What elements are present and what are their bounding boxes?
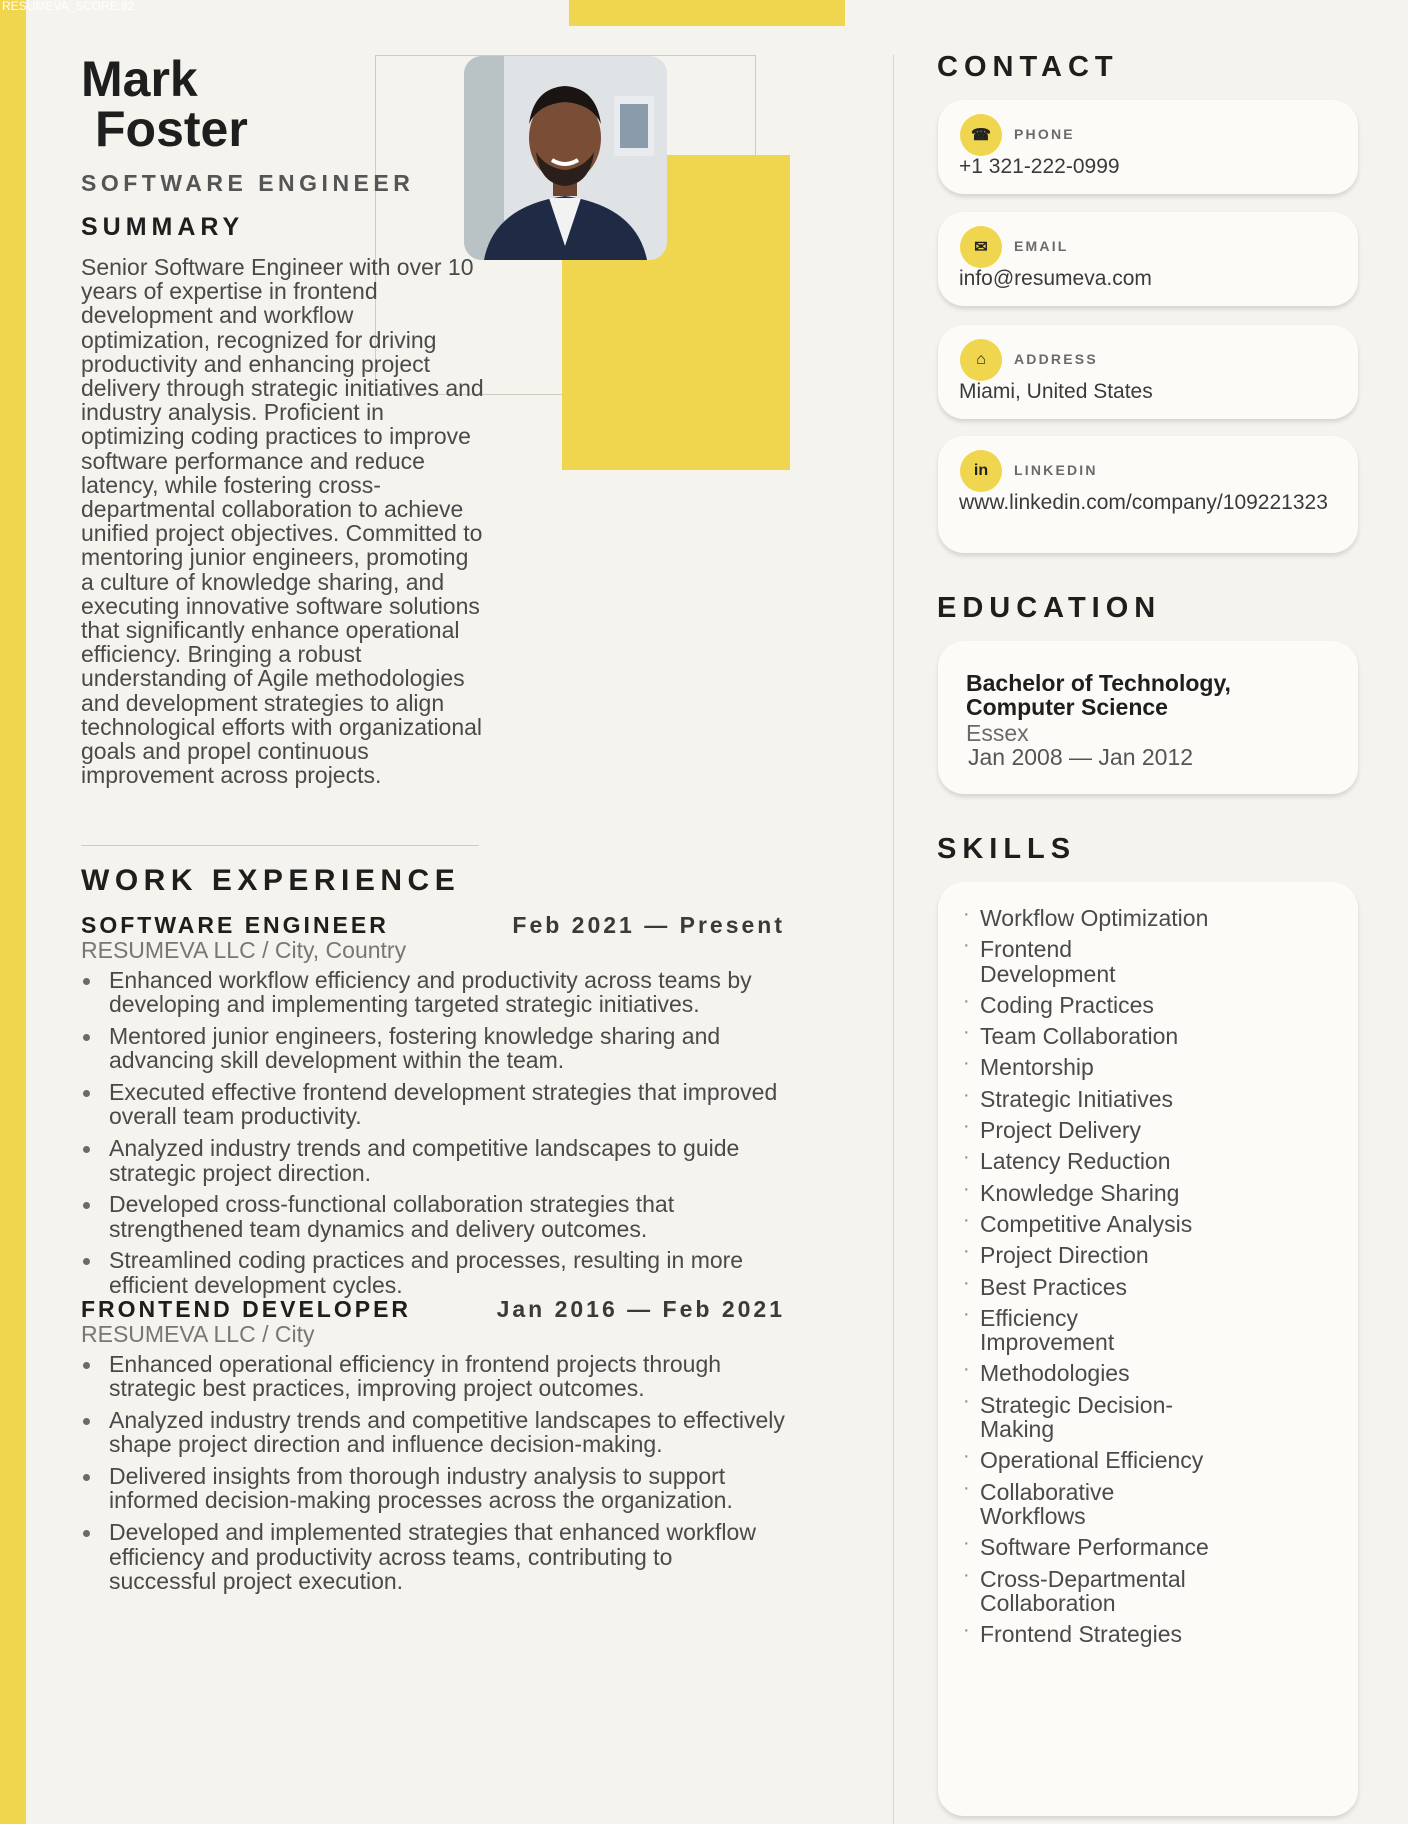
degree: Bachelor of Technology, Computer Science	[966, 670, 1231, 720]
skill-item: · Cross-Departmental Collaboration	[938, 1567, 1210, 1616]
skill-item: · Coding Practices	[938, 993, 1210, 1017]
skill-item: · Software Performance	[938, 1535, 1210, 1559]
skill-item: · Competitive Analysis	[938, 1212, 1210, 1236]
skills-heading: SKILLS	[937, 833, 1077, 865]
job-bullet: Executed effective frontend development strategies that improved overall team productivity.	[81, 1080, 785, 1129]
work-heading: WORK EXPERIENCE	[81, 864, 461, 897]
job-role: SOFTWARE ENGINEER	[81, 912, 389, 938]
job-bullet: Developed cross-functional collaboration strategies that strengthened team dynamics and delivery outcomes.	[81, 1192, 785, 1241]
job-bullets	[81, 1352, 785, 1593]
school: Essex	[966, 720, 1029, 746]
skill-item: · Mentorship	[938, 1055, 1210, 1079]
job-bullet: Enhanced workflow efficiency and productivity across teams by developing and implementing targeted strategic initiatives.	[81, 968, 785, 1017]
job-entry	[81, 1296, 785, 1601]
skill-item: · Workflow Optimization	[938, 906, 1210, 930]
contact-card-phone	[938, 100, 1358, 194]
column-divider	[893, 55, 894, 1824]
linkedin-icon: in	[960, 450, 1002, 492]
candidate-name	[81, 51, 248, 157]
email-icon: ✉	[960, 226, 1002, 268]
job-bullet: Enhanced operational efficiency in frontend projects through strategic best practices, improving project outcomes.	[81, 1352, 785, 1401]
left-accent-strip	[0, 0, 26, 1824]
summary-divider	[81, 845, 479, 846]
contact-label: ADDRESS	[1014, 351, 1098, 367]
job-title: SOFTWARE ENGINEER	[81, 170, 415, 196]
job-dates: Feb 2021 — Present	[512, 912, 785, 938]
skill-item: · Project Delivery	[938, 1118, 1210, 1142]
contact-card-address	[938, 325, 1358, 419]
skills-card	[938, 882, 1358, 1816]
job-bullet: Developed and implemented strategies that enhanced workflow efficiency and productivity across teams, contributing to successful project execution.	[81, 1520, 785, 1593]
skill-item: · Efficiency Improvement	[938, 1306, 1210, 1355]
job-dates: Jan 2016 — Feb 2021	[496, 1296, 785, 1322]
education-card	[938, 641, 1358, 794]
skill-item: · Project Direction	[938, 1243, 1210, 1267]
education-dates: Jan 2008 — Jan 2012	[968, 744, 1194, 770]
skill-item: · Latency Reduction	[938, 1149, 1210, 1173]
summary-text: Senior Software Engineer with over 10 years of expertise in frontend development and workflow optimization, recognized for driving productivity and enhancing project delivery through strategic initiatives and industry analysis. Proficient in optimizing coding practices to improve software performance and reduce latency, while fostering cross-departmental collaboration to achieve unified project objectives. Committed to mentoring junior engineers, promoting a culture of knowledge sharing, and executing innovative software solutions that significantly enhance operational efficiency. Bringing a robust understanding of Agile methodologies and development strategies to align technological efforts with organizational goals and propel continuous improvement across projects.	[81, 254, 484, 789]
first-name: Mark	[81, 51, 198, 107]
skill-item: · Methodologies	[938, 1361, 1210, 1385]
job-entry	[81, 912, 785, 1305]
top-accent-bar	[569, 0, 845, 26]
job-bullet: Mentored junior engineers, fostering knowledge sharing and advancing skill development within the team.	[81, 1024, 785, 1073]
skill-item: · Best Practices	[938, 1275, 1210, 1299]
skill-item: · Team Collaboration	[938, 1024, 1210, 1048]
skill-item: · Operational Efficiency	[938, 1448, 1210, 1472]
education-heading: EDUCATION	[937, 592, 1162, 624]
skill-item: · Strategic Initiatives	[938, 1087, 1210, 1111]
job-company: RESUMEVA LLC / City	[81, 1321, 315, 1347]
contact-card-email	[938, 212, 1358, 306]
skill-item: · Frontend Development	[938, 937, 1210, 986]
job-bullet: Streamlined coding practices and processes, resulting in more efficient development cycles.	[81, 1248, 785, 1297]
job-bullet: Analyzed industry trends and competitive landscapes to effectively shape project direction and influence decision-making.	[81, 1408, 785, 1457]
contact-card-linkedin	[938, 436, 1358, 553]
linkedin-value[interactable]: www.linkedin.com/company/109221323	[959, 491, 1328, 514]
skill-item: · Collaborative Workflows	[938, 1480, 1210, 1529]
job-role: FRONTEND DEVELOPER	[81, 1296, 412, 1322]
contact-heading: CONTACT	[937, 51, 1119, 83]
summary-heading: SUMMARY	[81, 213, 245, 241]
job-company: RESUMEVA LLC / City, Country	[81, 937, 407, 963]
job-bullet: Analyzed industry trends and competitive landscapes to guide strategic project direction.	[81, 1136, 785, 1185]
job-bullets	[81, 968, 785, 1297]
score-watermark: RESUMEVA_SCORE:82	[2, 0, 135, 13]
skill-item: · Knowledge Sharing	[938, 1181, 1210, 1205]
skill-item: · Strategic Decision-Making	[938, 1393, 1210, 1442]
phone-value[interactable]: +1 321-222-0999	[959, 155, 1120, 178]
phone-icon: ☎	[960, 114, 1002, 156]
contact-label: EMAIL	[1014, 238, 1069, 254]
skill-item: · Frontend Strategies	[938, 1622, 1210, 1646]
skills-list	[938, 882, 1358, 1646]
last-name: Foster	[95, 101, 248, 157]
profile-photo	[464, 56, 667, 260]
address-value: Miami, United States	[959, 380, 1153, 403]
contact-label: LINKEDIN	[1014, 462, 1098, 478]
home-icon: ⌂	[960, 339, 1002, 381]
job-bullet: Delivered insights from thorough industry analysis to support informed decision-making processes across the organization.	[81, 1464, 785, 1513]
email-value[interactable]: info@resumeva.com	[959, 267, 1152, 290]
contact-label: PHONE	[1014, 126, 1075, 142]
